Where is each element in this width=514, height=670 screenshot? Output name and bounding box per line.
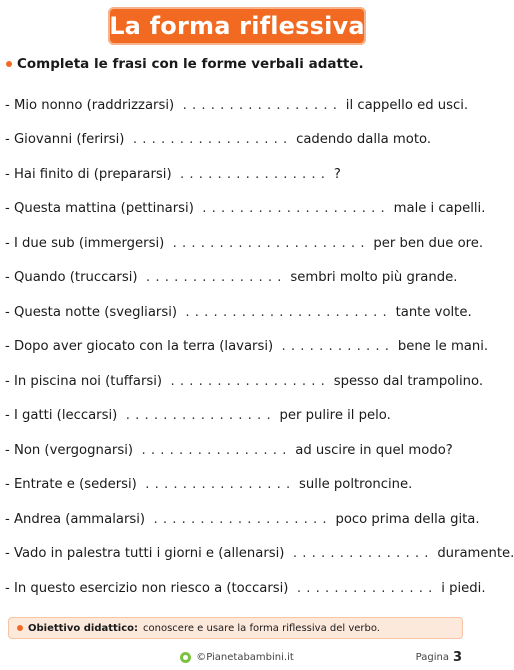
- sentence-end: male i capelli.: [393, 201, 486, 217]
- sentence-end: bene le mani.: [397, 339, 489, 355]
- page-number: [416, 648, 462, 666]
- sentence-end: spesso dal trampolino.: [333, 373, 484, 389]
- exercise-line: [5, 399, 469, 434]
- sentence-end: il cappello ed usci.: [345, 97, 469, 113]
- exercise-line: [5, 571, 486, 606]
- answer-blank[interactable]: . . . . . . . . . . . . . . . . . . . .: [202, 201, 386, 217]
- answer-blank[interactable]: . . . . . . . . . . . . . . . .: [145, 477, 291, 493]
- site-name: ©Pianetabambini.it: [196, 651, 294, 663]
- sentence-start: - Andrea (ammalarsi): [5, 511, 146, 527]
- answer-blank[interactable]: . . . . . . . . . . . . . . . . .: [170, 373, 326, 389]
- instruction: [6, 55, 364, 73]
- sentence-start: - Hai finito di (prepararsi): [5, 166, 172, 182]
- answer-blank[interactable]: . . . . . . . . . . . . . . . . . . . . .: [172, 235, 366, 251]
- sentence-start: - I gatti (leccarsi): [5, 408, 118, 424]
- answer-blank[interactable]: . . . . . . . . . . . . . . . . . . . . . .: [185, 304, 388, 320]
- page-label: Pagina: [415, 651, 449, 663]
- answer-blank[interactable]: . . . . . . . . . . . . . . . .: [180, 166, 326, 182]
- exercise-line: [5, 226, 484, 261]
- objective-text: conoscere e usare la forma riflessiva del verbo.: [143, 622, 380, 634]
- exercise-line: [5, 364, 484, 399]
- exercise-line: [5, 192, 486, 227]
- sentence-end: ?: [333, 166, 341, 182]
- answer-blank[interactable]: . . . . . . . . . . . . . . . .: [141, 442, 287, 458]
- sentence-end: cadendo dalla moto.: [296, 132, 432, 148]
- answer-blank[interactable]: . . . . . . . . . . . . . . . . . . .: [153, 511, 328, 527]
- exercise-line: [5, 502, 480, 537]
- sentence-start: - I due sub (immergersi): [5, 235, 165, 251]
- sentence-end: poco prima della gita.: [335, 511, 480, 527]
- answer-blank[interactable]: . . . . . . . . . . . . . . . . .: [132, 132, 288, 148]
- sentence-end: sembri molto più grande.: [290, 270, 458, 286]
- exercise-line: [5, 261, 469, 296]
- exercise-line: [5, 537, 514, 572]
- answer-blank[interactable]: . . . . . . . . . . . . . . .: [292, 546, 429, 562]
- sentence-end: ad uscire in quel modo?: [295, 442, 453, 458]
- sentence-end: sulle poltroncine.: [299, 477, 413, 493]
- exercise-line: [5, 157, 469, 192]
- sentence-end: tante volte.: [395, 304, 472, 320]
- answer-blank[interactable]: . . . . . . . . . . . . . . . . .: [182, 97, 338, 113]
- answer-blank[interactable]: . . . . . . . . . . . . . . . .: [125, 408, 272, 424]
- objective-box: [8, 617, 463, 639]
- exercise-line: [5, 88, 469, 123]
- instruction-text: Completa le frasi con le forme verbali adatte.: [17, 56, 364, 72]
- sentence-start: - Questa mattina (pettinarsi): [5, 201, 194, 217]
- exercise-line: [5, 295, 472, 330]
- pianetabambini-logo-icon: [180, 652, 191, 663]
- exercise-line: [5, 468, 469, 503]
- sentence-end: per ben due ore.: [373, 235, 484, 251]
- sentence-end: duramente.: [437, 546, 514, 562]
- sentence-start: - Quando (truccarsi): [5, 270, 138, 286]
- sentence-start: - Dopo aver giocato con la terra (lavarsi): [5, 339, 274, 355]
- exercise-line: [5, 330, 489, 365]
- sentence-start: - Vado in palestra tutti i giorni e (allenarsi): [5, 546, 285, 562]
- sentence-start: - Entrate e (sedersi): [5, 477, 137, 493]
- sentence-end: i piedi.: [441, 580, 486, 596]
- objective-label: Obiettivo didattico:: [28, 622, 139, 634]
- sentence-start: - In piscina noi (tuffarsi): [5, 373, 163, 389]
- exercise-list: [5, 88, 514, 606]
- sentence-start: - Non (vergognarsi): [5, 442, 134, 458]
- sentence-start: - Questa notte (svegliarsi): [5, 304, 178, 320]
- sentence-start: - Mio nonno (raddrizzarsi): [5, 97, 175, 113]
- title-banner: [108, 7, 366, 45]
- exercise-line: [5, 123, 469, 158]
- answer-blank[interactable]: . . . . . . . . . . . .: [281, 339, 390, 355]
- answer-blank[interactable]: . . . . . . . . . . . . . . .: [296, 580, 433, 596]
- bullet-icon: [6, 61, 12, 67]
- answer-blank[interactable]: . . . . . . . . . . . . . . .: [145, 270, 283, 286]
- page-title: La forma riflessiva: [109, 12, 365, 40]
- bullet-icon: [17, 625, 23, 631]
- sentence-start: - Giovanni (ferirsi): [5, 132, 125, 148]
- exercise-line: [5, 433, 469, 468]
- sentence-start: - In questo esercizio non riesco a (toccarsi): [5, 580, 289, 596]
- site-credit: [0, 648, 474, 666]
- page-number-value: 3: [452, 649, 462, 665]
- sentence-end: per pulire il pelo.: [279, 408, 391, 424]
